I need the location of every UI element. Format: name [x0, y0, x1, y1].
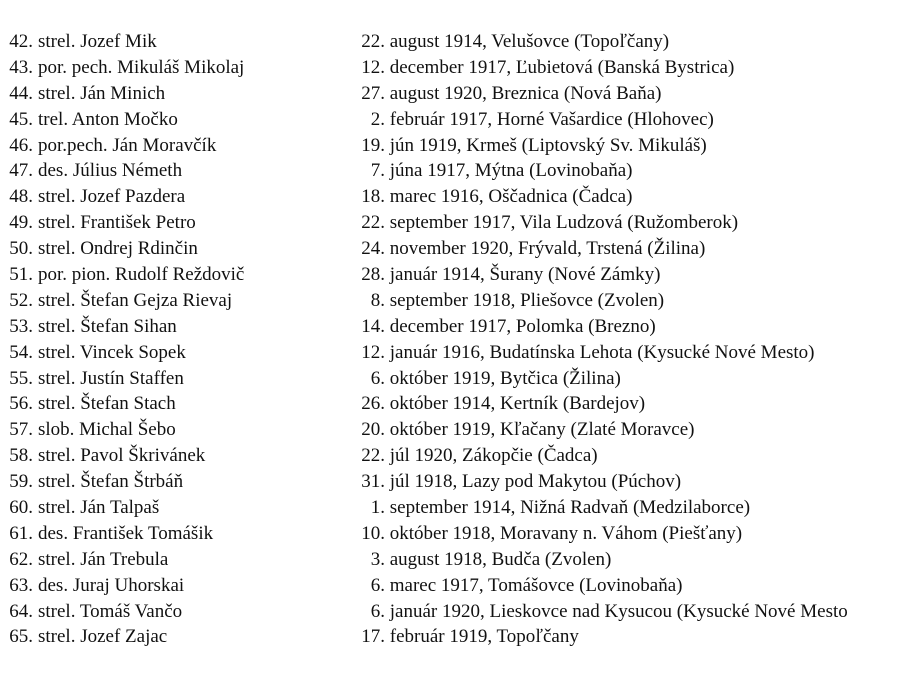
list-item [0, 521, 902, 547]
entry-detail [358, 521, 902, 547]
entry-name: des. Juraj Uhorskai [38, 574, 185, 596]
entry-number: 48. [9, 186, 33, 208]
entry-date-place: august 1914, Velušovce (Topoľčany) [389, 31, 670, 52]
entry-name: strel. Ondrej Rdinčin [38, 238, 198, 260]
entry-name: strel. Ján Minich [38, 82, 166, 104]
entry-number: 55. [9, 367, 33, 389]
entry-name: trel. Anton Močko [38, 108, 178, 130]
list-item [0, 391, 902, 417]
entry-name: strel. Štefan Stach [38, 393, 176, 415]
list-item [0, 469, 902, 495]
entry-day: 7. [370, 160, 385, 182]
entry-number: 47. [9, 160, 33, 182]
entry-number: 46. [9, 134, 33, 156]
entry-number: 49. [9, 212, 33, 234]
entry-number: 51. [9, 264, 33, 286]
list-item [0, 443, 902, 469]
entry-day: 26. [361, 393, 385, 415]
entry-name: strel. Vincek Sopek [38, 341, 186, 363]
document-list [0, 29, 902, 650]
list-item [0, 366, 902, 392]
entry-day: 3. [370, 548, 385, 570]
entry-date-place: marec 1917, Tomášovce (Lovinobaňa) [389, 574, 683, 596]
entry-date-place: marec 1916, Oščadnica (Čadca) [389, 186, 633, 208]
list-item [0, 547, 902, 573]
entry-number: 43. [9, 56, 33, 78]
entry-number: 54. [9, 341, 33, 363]
entry-number: 44. [9, 82, 33, 104]
entry-date-place: august 1920, Breznica (Nová Baňa) [389, 82, 662, 104]
entry-date-place: september 1914, Nižná Radvaň (Medzilaborce) [389, 497, 751, 519]
list-item [0, 184, 902, 210]
entry-number: 62. [9, 548, 33, 570]
entry-name: por.pech. Ján Moravčík [38, 134, 217, 156]
entry-detail [358, 624, 902, 650]
entry-detail [358, 599, 902, 625]
list-item [0, 340, 902, 366]
entry-detail [358, 443, 902, 469]
entry-date-place: december 1917, Polomka (Brezno) [389, 315, 656, 337]
entry-detail [358, 391, 902, 417]
entry-number: 53. [9, 315, 33, 337]
list-item [0, 55, 902, 81]
entry-name: des. Július Németh [38, 160, 183, 182]
entry-number: 56. [9, 393, 33, 415]
entry-date-place: október 1918, Moravany n. Váhom (Piešťany) [389, 522, 743, 544]
entry-detail [358, 133, 902, 159]
list-item [0, 573, 902, 599]
entry-number: 57. [9, 419, 33, 441]
entry-name: strel. Jozef Pazdera [38, 186, 186, 208]
entry-detail [358, 158, 902, 184]
entry-detail [358, 547, 902, 573]
list-item [0, 417, 902, 443]
entry-number: 64. [9, 600, 33, 622]
entry-name: strel. Jozef Mik [38, 31, 157, 52]
entry-day: 12. [361, 56, 385, 78]
list-item [0, 288, 902, 314]
list-item [0, 107, 902, 133]
entry-day: 24. [361, 238, 385, 260]
list-item [0, 624, 902, 650]
entry-name: por. pion. Rudolf Reždovič [38, 264, 245, 286]
entry-name: strel. Pavol Škrivánek [38, 445, 206, 467]
entry-day: 12. [361, 341, 385, 363]
entry-name: strel. Ján Talpaš [38, 497, 160, 519]
entry-day: 28. [361, 264, 385, 286]
entry-day: 20. [361, 419, 385, 441]
entry-number: 59. [9, 471, 33, 493]
entry-date-place: október 1919, Bytčica (Žilina) [389, 367, 621, 389]
entry-detail [358, 262, 902, 288]
entry-date-place: september 1918, Pliešovce (Zvolen) [389, 289, 665, 311]
entry-detail [358, 573, 902, 599]
entry-name: slob. Michal Šebo [38, 419, 176, 441]
entry-date-place: júl 1920, Zákopčie (Čadca) [389, 445, 598, 467]
list-item [0, 236, 902, 262]
entry-detail [358, 29, 902, 55]
entry-name: strel. Štefan Sihan [38, 315, 177, 337]
entry-number: 50. [9, 238, 33, 260]
entry-detail [358, 107, 902, 133]
entry-day: 19. [361, 134, 385, 156]
entry-detail [358, 495, 902, 521]
list-item [0, 314, 902, 340]
entry-detail [358, 314, 902, 340]
entry-name: strel. František Petro [38, 212, 196, 234]
list-item [0, 81, 902, 107]
entry-detail [358, 236, 902, 262]
entry-name: strel. Justín Staffen [38, 367, 184, 389]
entry-day: 2. [370, 108, 385, 130]
entry-number: 60. [9, 497, 33, 519]
entry-day: 22. [361, 31, 385, 52]
entry-name: strel. Štefan Gejza Rievaj [38, 289, 233, 311]
entry-number: 58. [9, 445, 33, 467]
list-item [0, 599, 902, 625]
entry-date-place: september 1917, Vila Ludzová (Ružomberok) [389, 212, 739, 234]
entry-date-place: január 1914, Šurany (Nové Zámky) [389, 264, 661, 286]
entry-number: 42. [9, 31, 33, 52]
entry-name: strel. Jozef Zajac [38, 626, 168, 648]
entry-detail [358, 210, 902, 236]
entry-date-place: február 1919, Topoľčany [389, 626, 579, 648]
entry-date-place: január 1920, Lieskovce nad Kysucou (Kysucké Nové Mesto [389, 600, 848, 622]
list-item [0, 262, 902, 288]
entry-day: 14. [361, 315, 385, 337]
list-item [0, 495, 902, 521]
entry-day: 27. [361, 82, 385, 104]
entry-name: des. František Tomášik [38, 522, 214, 544]
entry-day: 6. [370, 367, 385, 389]
entry-day: 18. [361, 186, 385, 208]
entry-date-place: október 1919, Kľačany (Zlaté Moravce) [389, 419, 695, 441]
entry-number: 61. [9, 522, 33, 544]
entry-detail [358, 288, 902, 314]
entry-detail [358, 469, 902, 495]
entry-date-place: jún 1919, Krmeš (Liptovský Sv. Mikuláš) [389, 134, 707, 156]
entry-day: 8. [370, 289, 385, 311]
list-item [0, 29, 902, 55]
entry-day: 22. [361, 445, 385, 467]
entry-date-place: júna 1917, Mýtna (Lovinobaňa) [389, 160, 633, 182]
entry-day: 6. [370, 574, 385, 596]
entry-day: 17. [361, 626, 385, 648]
entry-name: strel. Tomáš Vančo [38, 600, 183, 622]
entry-name: por. pech. Mikuláš Mikolaj [38, 56, 245, 78]
entry-date-place: júl 1918, Lazy pod Makytou (Púchov) [389, 471, 682, 493]
entry-date-place: november 1920, Frývald, Trstená (Žilina) [389, 238, 706, 260]
entry-date-place: august 1918, Budča (Zvolen) [389, 548, 612, 570]
entry-day: 22. [361, 212, 385, 234]
entry-number: 52. [9, 289, 33, 311]
entry-date-place: február 1917, Horné Vašardice (Hlohovec) [389, 108, 714, 130]
entry-date-place: december 1917, Ľubietová (Banská Bystrica) [389, 56, 735, 78]
entry-number: 45. [9, 108, 33, 130]
entry-name: strel. Ján Trebula [38, 548, 169, 570]
entry-detail [358, 340, 902, 366]
entry-name: strel. Štefan Štrbáň [38, 471, 184, 493]
entry-number: 65. [9, 626, 33, 648]
entry-day: 6. [370, 600, 385, 622]
entry-day: 31. [361, 471, 385, 493]
entry-detail [358, 417, 902, 443]
entry-detail [358, 55, 902, 81]
entry-detail [358, 366, 902, 392]
list-item [0, 133, 902, 159]
entry-day: 1. [370, 497, 385, 519]
entry-detail [358, 184, 902, 210]
list-item [0, 158, 902, 184]
entry-date-place: október 1914, Kertník (Bardejov) [389, 393, 646, 415]
entry-number: 63. [9, 574, 33, 596]
entry-day: 10. [361, 522, 385, 544]
entry-detail [358, 81, 902, 107]
entry-date-place: január 1916, Budatínska Lehota (Kysucké Nové Mesto) [389, 341, 815, 363]
list-item [0, 210, 902, 236]
